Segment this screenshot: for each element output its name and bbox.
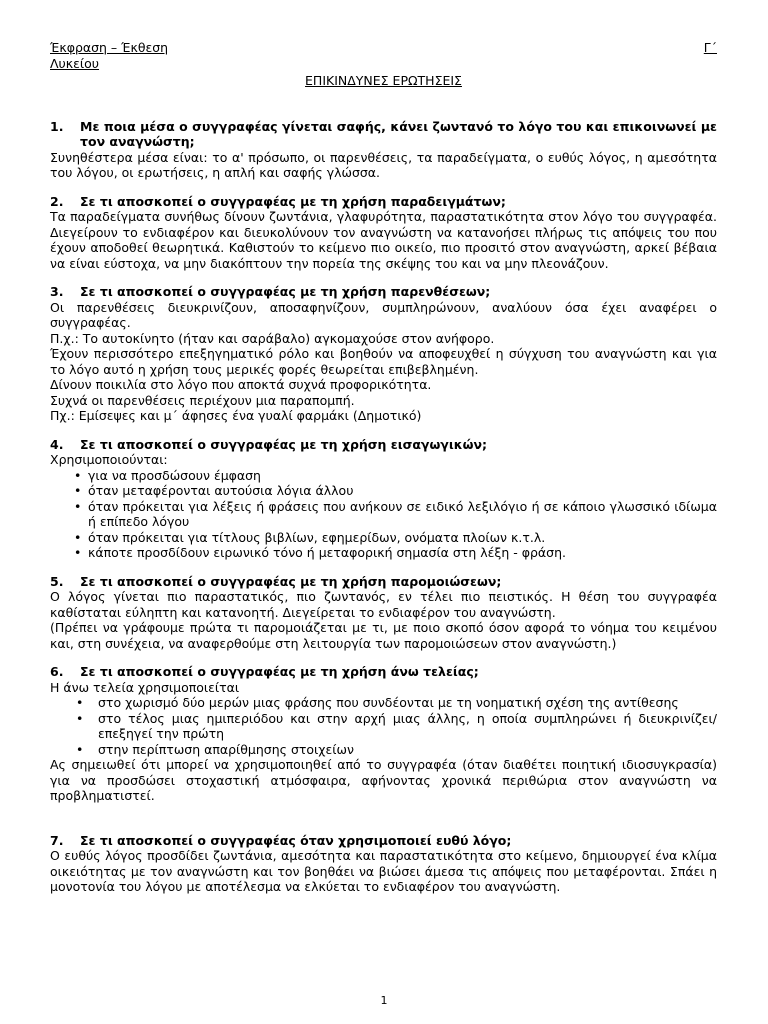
question-5 bbox=[50, 574, 717, 590]
answer-paragraph: Ας σημειωθεί ότι μπορεί να χρησιμοποιηθεί από το συγγραφέα (όταν διαθέτει ποιητική ιδιοσυγκρασία) για να προσδώσει στοχαστική ατμόσφαιρα, αφήνοντας χρονικά περιθώρια στον αναγνώστη να προβληματιστεί. bbox=[50, 757, 717, 803]
list-item: • όταν πρόκειται για τίτλους βιβλίων, εφημερίδων, ονόματα πλοίων κ.τ.λ. bbox=[50, 530, 717, 546]
answer-paragraph: Ο ευθύς λόγος προσδίδει ζωντάνια, αμεσότητα και παραστατικότητα στο κείμενο, δημιουργεί ένα κλίμα οικειότητας με τον αναγνώστη και τον βοηθάει να βιώσει άμεσα τις απόψεις που μεταφέρονται. Σπάει η μονοτονία του λόγου με αποτέλεσμα να ελκύεται το ενδιαφέρον του αναγνώστη. bbox=[50, 848, 717, 894]
list-item: • όταν μεταφέρονται αυτούσια λόγια άλλου bbox=[50, 483, 717, 499]
question-text: Με ποια μέσα ο συγγραφέας γίνεται σαφής, κάνει ζωντανό το λόγο του και επικοινωνεί με τον αναγνώστη; bbox=[80, 118, 717, 149]
question-text: Σε τι αποσκοπεί ο συγγραφέας με τη χρήση άνω τελείας; bbox=[80, 664, 479, 679]
list-item: • στο χωρισμό δύο μερών μιας φράσης που συνδέονται με τη νοηματική σχέση της αντίθεσης bbox=[50, 695, 717, 711]
question-number: 6. bbox=[50, 664, 64, 679]
question-number: 2. bbox=[50, 193, 64, 209]
answer-paragraph: Τα παραδείγματα συνήθως δίνουν ζωντάνια, γλαφυρότητα, παραστατικότητα στον λόγο του συγγραφέα. Διεγείρουν το ενδιαφέρον και διευκολύνουν τον αναγνώστη να κατανοήσει πλήρως τις απόψεις του που έχουν αποδοθεί θεωρητικά. Καθιστούν το κείμενο πιο οικείο, πιο προσιτό στον αναγνώστη, αρκεί βέβαια να είναι εύστοχα, να μην διακόπτουν την πορεία της σκέψης του και να μην πλεονάζουν. bbox=[50, 209, 717, 271]
answer-note: (Πρέπει να γράφουμε πρώτα τι παρομοιάζεται με τι, με ποιο σκοπό όσον αφορά το νόημα του κειμένου και, στη συνέχεια, να αναφερθούμε στη λειτουργία των παρομοιώσεων στον αναγνώστη.) bbox=[50, 620, 717, 651]
answer-paragraph: Έχουν περισσότερο επεξηγηματικό ρόλο και βοηθούν να αποφευχθεί η σύγχυση του αναγνώστη και για το λόγο αυτό η χρήση τους μερικές φορές θεωρείται επιβεβλημένη. bbox=[50, 346, 717, 377]
list-item: • κάποτε προσδίδουν ειρωνικό τόνο ή μεταφορική σημασία στη λέξη - φράση. bbox=[50, 545, 717, 561]
question-text: Σε τι αποσκοπεί ο συγγραφέας όταν χρησιμοποιεί ευθύ λόγο; bbox=[80, 832, 512, 848]
question-text: Σε τι αποσκοπεί ο συγγραφέας με τη χρήση παρομοιώσεων; bbox=[80, 573, 502, 589]
question-2 bbox=[50, 194, 717, 210]
header-subject-line1: Έκφραση – Έκθεση bbox=[50, 40, 169, 55]
question-number: 5. bbox=[50, 573, 64, 589]
list-item: • όταν πρόκειται για λέξεις ή φράσεις που ανήκουν σε ειδικό λεξιλόγιο ή σε κάποιο γλωσσικό ιδίωμα ή επίπεδο λόγου bbox=[50, 499, 717, 530]
question-number: 4. bbox=[50, 436, 64, 452]
answer-paragraph: Συχνά οι παρενθέσεις περιέχουν μια παραπομπή. bbox=[50, 392, 355, 408]
header-subject bbox=[50, 40, 717, 71]
bullet-list bbox=[50, 468, 717, 561]
list-item: • στο τέλος μιας ημιπεριόδου και στην αρχή μιας άλλης, η οποία συμπληρώνει ή διευκρινίζει/επεξηγεί την πρώτη bbox=[50, 711, 717, 742]
answer-intro: Η άνω τελεία χρησιμοποιείται bbox=[50, 679, 240, 695]
example-line: Π.χ.: Το αυτοκίνητο (ήταν και σαράβαλο) αγκομαχούσε στον ανήφορο. bbox=[50, 330, 495, 346]
list-item: • στην περίπτωση απαρίθμησης στοιχείων bbox=[50, 742, 717, 758]
question-text: Σε τι αποσκοπεί ο συγγραφέας με τη χρήση παρενθέσεων; bbox=[80, 284, 491, 299]
question-3 bbox=[50, 284, 717, 300]
question-text: Σε τι αποσκοπεί ο συγγραφέας με τη χρήση εισαγωγικών; bbox=[80, 436, 487, 452]
question-1 bbox=[50, 119, 717, 150]
question-number: 1. bbox=[50, 118, 64, 134]
answer-paragraph: Συνηθέστερα μέσα είναι: το α' πρόσωπο, οι παρενθέσεις, τα παραδείγματα, ο ευθύς λόγος, η αμεσότητα του λόγου, οι ερωτήσεις, η απλή και σαφής γλώσσα. bbox=[50, 149, 717, 180]
question-number: 7. bbox=[50, 832, 64, 848]
question-7 bbox=[50, 833, 717, 849]
example-line: Πχ.: Εμίσεψες και μ΄ άφησες ένα γυαλί φαρμάκι (Δημοτικό) bbox=[50, 408, 422, 423]
answer-paragraph: Δίνουν ποικιλία στο λόγο που αποκτά συχνά προφορικότητα. bbox=[50, 377, 432, 392]
answer-paragraph: Οι παρενθέσεις διευκρινίζουν, αποσαφηνίζουν, συμπληρώνουν, αναλύουν όσα έχει αναφέρει ο συγγραφέας. bbox=[50, 299, 717, 330]
page-number: 1 bbox=[380, 994, 388, 1007]
document-header bbox=[50, 40, 717, 71]
list-item: • για να προσδώσουν έμφαση bbox=[50, 468, 717, 484]
question-4 bbox=[50, 437, 717, 453]
answer-intro: Χρησιμοποιούνται: bbox=[50, 452, 168, 467]
header-subject-line2: Λυκείου bbox=[50, 55, 100, 71]
question-number: 3. bbox=[50, 284, 64, 299]
document-page bbox=[50, 40, 717, 895]
header-grade: Γ΄ bbox=[703, 40, 717, 55]
bullet-list bbox=[50, 695, 717, 757]
question-6 bbox=[50, 664, 717, 680]
answer-paragraph: Ο λόγος γίνεται πιο παραστατικός, πιο ζωντανός, εν τέλει πιο πειστικός. Η θέση του συγγραφέα καθίσταται εύληπτη και κατανοητή. Διεγείρεται το ενδιαφέρον του αναγνώστη. bbox=[50, 589, 717, 620]
document-title: ΕΠΙΚΙΝΔΥΝΕΣ ΕΡΩΤΗΣΕΙΣ bbox=[305, 73, 462, 88]
question-text: Σε τι αποσκοπεί ο συγγραφέας με τη χρήση παραδειγμάτων; bbox=[80, 193, 506, 209]
